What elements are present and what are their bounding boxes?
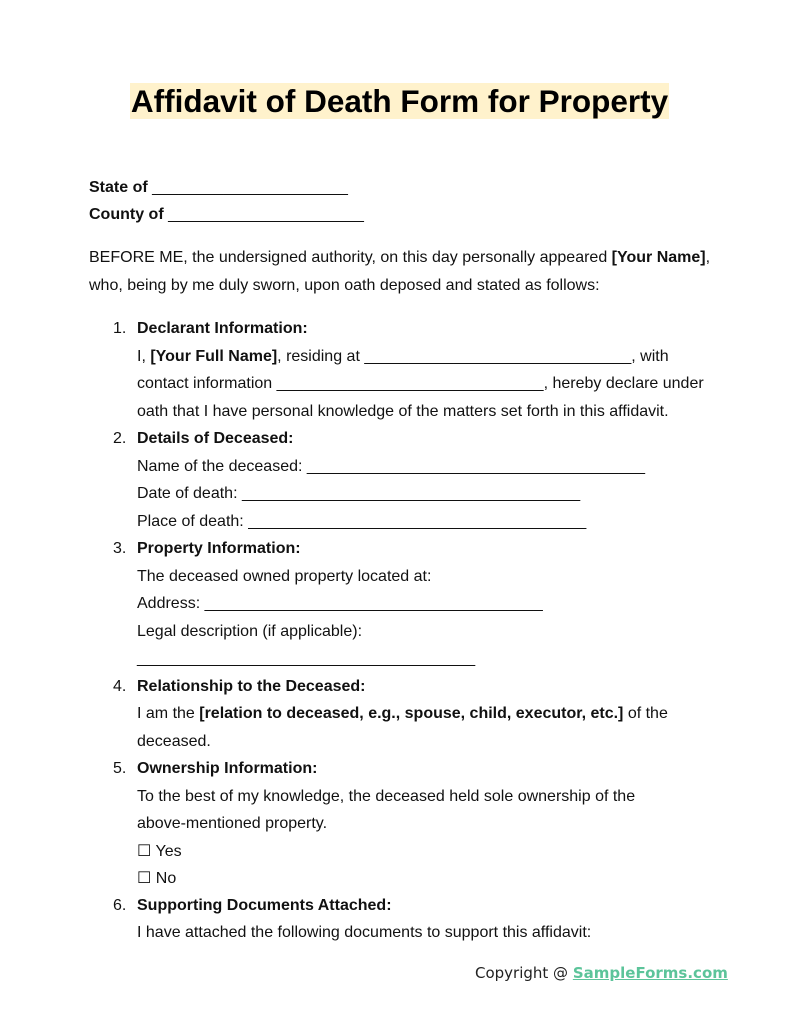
sampleforms-link[interactable]: SampleForms.com <box>572 964 728 982</box>
item-number: 4. <box>113 677 127 695</box>
county-label: County of <box>89 206 164 223</box>
item-heading: Ownership Information: <box>137 760 318 777</box>
item-text: I, <box>137 347 151 365</box>
address-line: Address: ______________________________________ <box>137 595 543 612</box>
state-blank: ______________________ <box>152 179 348 196</box>
list-item-deceased <box>89 425 719 535</box>
item-text: of the deceased. <box>137 705 668 750</box>
item-text: , residing at ______________________________, with contact information ______________________________, hereby declare under oath that I have personal knowledge of the matters set forth in this affidavit. <box>137 347 704 420</box>
deceased-name-line: Name of the deceased: ______________________________________ <box>137 457 646 475</box>
list-item-declarant <box>89 315 719 425</box>
statement-list <box>89 315 719 947</box>
county-line <box>89 201 364 228</box>
item-text: The deceased owned property located at: <box>137 567 432 585</box>
title-text: Affidavit of Death Form for Property <box>130 83 669 119</box>
copyright-text: Copyright @ <box>475 964 573 982</box>
item-placeholder: [relation to deceased, e.g., spouse, child, executor, etc.] <box>199 705 624 722</box>
footer-copyright <box>475 964 728 982</box>
document-title <box>0 83 799 119</box>
item-heading: Declarant Information: <box>137 320 308 337</box>
intro-paragraph <box>89 244 719 300</box>
item-heading: Relationship to the Deceased: <box>137 677 366 695</box>
intro-name-placeholder: [Your Name] <box>611 249 706 266</box>
county-blank: ______________________ <box>168 206 364 223</box>
list-item-documents <box>89 892 719 947</box>
legal-description-blank: ______________________________________ <box>137 650 476 667</box>
state-line <box>89 174 364 201</box>
checkbox-no[interactable]: ☐ No <box>137 869 177 887</box>
item-number: 1. <box>113 320 127 337</box>
item-heading: Property Information: <box>137 540 301 557</box>
list-item-ownership <box>89 755 719 892</box>
item-text: I am the <box>137 705 200 722</box>
item-number: 5. <box>113 760 127 777</box>
state-label: State of <box>89 179 148 196</box>
item-text: To the best of my knowledge, the deceased held sole ownership of the above-mentioned property. <box>137 787 636 832</box>
item-text: I have attached the following documents to support this affidavit: <box>137 924 592 941</box>
item-number: 3. <box>113 540 127 557</box>
item-number: 2. <box>113 430 127 447</box>
item-text: Legal description (if applicable): <box>137 622 363 640</box>
date-of-death-line: Date of death: ______________________________________ <box>137 485 581 502</box>
item-heading: Details of Deceased: <box>137 430 294 447</box>
list-item-property <box>89 535 719 673</box>
item-number: 6. <box>113 896 127 914</box>
item-placeholder: [Your Full Name] <box>150 347 278 365</box>
checkbox-yes[interactable]: ☐ Yes <box>137 842 182 860</box>
venue-block <box>89 174 364 228</box>
place-of-death-line: Place of death: ______________________________________ <box>137 512 587 530</box>
intro-text: BEFORE ME, the undersigned authority, on this day personally appeared <box>89 249 612 266</box>
item-heading: Supporting Documents Attached: <box>137 896 392 914</box>
list-item-relationship <box>89 673 719 756</box>
intro-text-end: , who, being by me duly sworn, upon oath deposed and stated as follows: <box>89 249 711 294</box>
